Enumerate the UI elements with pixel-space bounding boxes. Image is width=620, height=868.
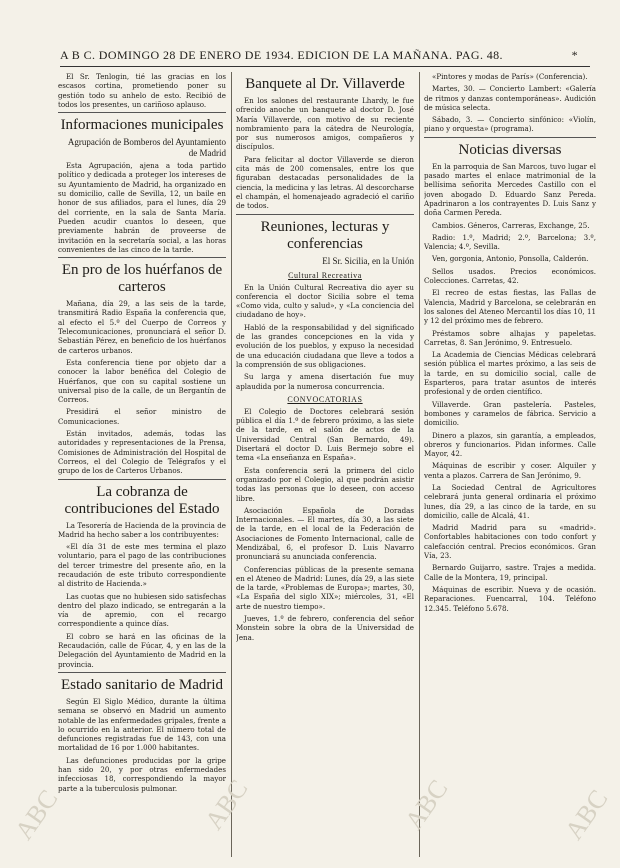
col3-paragraph: Cambios. Géneros, Carreras, Exchange, 25. — [432, 220, 590, 230]
section-rule — [58, 257, 226, 258]
col1-paragraph: Mañana, día 29, a las seis de la tarde, transmitirá Radio España la conferencia que, al efecto el 5.º del Cuerpo de Correos y Telecomunicaciones, pronunciará el señor D. Sebastián Pérez, en beneficio de los huérfanos de carteros urbanos. — [58, 299, 226, 355]
col2-paragraph: El Colegio de Doctores celebrará sesión pública el día 1.º de febrero próximo, a las siete de la tarde, en el salón de actos de la Universidad Central (San Bernardo, 49). Disertará el doctor D. Luis Bermejo sobre el tema «La enseñanza en España». — [236, 406, 414, 463]
section-label-cultural: Cultural Recreativa — [288, 270, 362, 280]
col1-paragraph: Las defunciones producidas por la gripe han sido 20, y por otras enfermedades infecciosas 18, correspondiendo la mayor parte a la tuberculosis pulmonar. — [58, 755, 226, 793]
headline-estado-sanitario: Estado sanitario de Madrid — [60, 676, 224, 693]
watermark: ABC — [9, 784, 64, 845]
section-rule — [236, 214, 414, 215]
col3-paragraph: Ven, gorgonia, Antonio, Ponsolla, Calderón. — [432, 254, 589, 264]
col2-paragraph: En los salones del restaurante Lhardy, le fue ofrecido anoche un banquete al doctor D. José María Villaverde, con motivo de su reciente nombramiento para la cátedra de Neurología, por sus numerosos amigos, compañeros y discípulos. — [236, 96, 414, 152]
section-rule — [58, 479, 226, 480]
col2-paragraph: En la Unión Cultural Recreativa dio ayer su conferencia el doctor Sicilia sobre el tema «Como vida, culto y salud», y «La conciencia del ciudadano de hoy». — [236, 282, 414, 320]
col3-paragraph: Radio: 1.º, Madrid; 2.º, Barcelona; 3.º, Valencia; 4.º, Sevilla. — [424, 232, 596, 252]
subheadline-sicilia: El Sr. Sicilia, en la Unión — [322, 255, 414, 266]
headline-banquete: Banquete al Dr. Villaverde — [245, 76, 405, 92]
col1-paragraph: Esta Agrupación, ajena a toda partido político y dedicada a proteger los intereses de su Ayuntamiento de Madrid, ha organizado en su domicilio, calle de Sevilla, 12, un baile en honor de sus afiliados, para el lunes, día 29 del corriente, en la sala de Santa María. Pueden acudir cuantos lo deseen, que previamente habrán de proveerse de invitación en la secretaría social, a las horas convenientes de las cinco de la tarde. — [58, 161, 226, 254]
col1-paragraph: «El día 31 de este mes termina el plazo voluntario, para el pago de las contribuciones del tercer trimestre del presente año, en la recaudación de este tributo correspondiente al distrito de Hacienda.» — [58, 542, 226, 589]
watermark: ABC — [559, 784, 614, 845]
headline-reuniones: Reuniones, lecturas y conferencias — [260, 218, 390, 252]
headline-huerfanos: En pro de los huérfanos de carteros — [61, 262, 223, 296]
col2-paragraph: Conferencias públicas de la presente semana en el Ateneo de Madrid: Lunes, día 29, a las siete de la tarde, «Problemas de Europa»; martes, 30, «La España del siglo XIX»; miércoles, 31, «El arte de nuestro tiempo». — [236, 564, 414, 611]
headline-noticias: Noticias diversas — [458, 141, 562, 158]
watermark: ABC — [199, 774, 254, 835]
col1-paragraph: Presidirá el señor ministro de Comunicaciones. — [58, 407, 226, 426]
page-header — [60, 48, 578, 66]
col2-paragraph: Habló de la responsabilidad y del significado de las grandes concepciones en la vida y evolución de los pueblos, y expuso la necesidad de una educación ciudadana que lleve a todos a la comprensión de sus obligaciones. — [236, 322, 414, 369]
headline-cobranza: La cobranza de contribuciones del Estado — [64, 483, 220, 517]
section-label-convocatorias: CONVOCATORIAS — [287, 394, 363, 404]
col3-paragraph: Sábado, 3. — Concierto sinfónico: «Violín, piano y orquesta» (programa). — [424, 115, 596, 134]
col3-paragraph: Máquinas de escribir y coser. Alquiler y venta a plazos. Carrera de San Jerónimo, 9. — [424, 461, 596, 480]
section-rule — [58, 672, 226, 673]
col2-paragraph: Para felicitar al doctor Villaverde se dieron cita más de 200 comensales, entre los que figuraban destacadas personalidades de la ciencia, la medicina y las letras. Al descorcharse el champán, el homenajeado agradeció el cariño de todos. — [236, 154, 414, 211]
col3-paragraph: Martes, 30. — Concierto Lambert: «Galería de ritmos y danzas contemporáneas». Audición de música selecta. — [424, 84, 596, 112]
watermark: ABC — [399, 774, 454, 835]
column-divider-2 — [419, 72, 420, 857]
col3-paragraph: En la parroquia de San Marcos, tuvo lugar el pasado martes el enlace matrimonial de la bellísima señorita Mercedes Castillo con el joven abogado D. Eduardo Sanz Pereda. Apadrinaron a los contrayentes D. Luis Sanz y doña Carmen Pereda. — [424, 161, 596, 218]
col3-paragraph: La Sociedad Central de Agricultores celebrará junta general ordinaria el próximo lunes, día 29, a las cinco de la tarde, en su domicilio, calle de Alcalá, 41. — [424, 482, 596, 520]
col3-paragraph: Dinero a plazos, sin garantía, a empleados, obreros y funcionarios. Pidan informes. Calle Mayor, 42. — [424, 430, 596, 459]
col1-paragraph: El cobro se hará en las oficinas de la Recaudación, calle de Fúcar, 4, y en las de la Delegación del Ayuntamiento de Madrid en la provincia. — [58, 631, 226, 669]
column-divider-1 — [231, 72, 232, 857]
col1-paragraph: Están invitados, además, todas las autoridades y representaciones de la Prensa, Comisiones de Administración del Hospital de Correos, el del Colegio de Telégrafos y el grupo de los de Carteros Urbanos. — [58, 429, 226, 476]
col2-paragraph: Asociación Española de Doradas Internacionales. — El martes, día 30, a las siete de la tarde, en el local de la Federación de Asociaciones de Fomento Internacional, calle de Mendizábal, 6, el profesor D. Luis Navarro pronunciará su anunciada conferencia. — [236, 505, 414, 562]
col2-paragraph: Esta conferencia será la primera del ciclo organizado por el Colegio, al que podrán asistir todas las personas que lo deseen, con acceso libre. — [236, 465, 414, 503]
col3-paragraph: Villaverde. Gran pastelería. Pasteles, bombones y caramelos de fábrica. Servicio a domicilio. — [424, 399, 596, 428]
header-star: * — [571, 48, 578, 62]
col3-paragraph: «Pintores y modas de París» (Conferencia). — [432, 72, 588, 81]
header-rule — [60, 66, 590, 67]
headline-informaciones: Informaciones municipales — [60, 117, 224, 134]
header-text: A B C. DOMINGO 28 DE ENERO DE 1934. EDICION DE LA MAÑANA. PAG. 48. — [60, 48, 503, 62]
col1-paragraph: Las cuotas que no hubiesen sido satisfechas dentro del plazo indicado, se entregarán a la vía de apremio, con el recargo correspondiente a quince días. — [58, 591, 226, 629]
column-2 — [236, 72, 414, 862]
section-rule — [424, 137, 596, 138]
col2-paragraph: Su larga y amena disertación fue muy aplaudida por la numerosa concurrencia. — [236, 372, 414, 391]
col2-paragraph: Jueves, 1.º de febrero, conferencia del señor Monstein sobre la obra de la Universidad de Jena. — [236, 614, 414, 642]
col3-paragraph: Bernardo Guijarro, sastre. Trajes a medida. Calle de la Montera, 19, principal. — [424, 563, 596, 582]
section-rule — [58, 112, 226, 113]
col1-paragraph: La Tesorería de Hacienda de la provincia de Madrid ha hecho saber a los contribuyentes: — [58, 520, 226, 539]
col3-paragraph: Sellos usados. Precios económicos. Colecciones. Carretas, 42. — [424, 266, 596, 286]
col3-paragraph: La Academia de Ciencias Médicas celebrará sesión pública el martes próximo, a las seis de la tarde, en su domicilio social, calle de Esparteros, para tratar asuntos de interés profesional y de orden científico. — [424, 350, 596, 397]
col3-paragraph: El recreo de estas fiestas, las Fallas de Valencia, Madrid y Barcelona, se celebrarán en los salones del Ateneo Mercantil los días 10, 11 y 12 del próximo mes de febrero. — [424, 288, 596, 326]
col1-paragraph: El Sr. Tenlogin, tié las gracias en los escasos cortina, prometiendo poner su gestión todo su anhelo de esto. Recibió de todos los presentes, un cariñoso aplauso. — [58, 72, 226, 109]
col1-paragraph: Esta conferencia tiene por objeto dar a conocer la labor benéfica del Colegio de Huérfanos, que con su capital sostiene un universal piso de la calle, de un Bergantín de Correos. — [58, 357, 226, 405]
subheadline-bomberos: Agrupación de Bomberos del Ayuntamiento de Madrid — [67, 137, 226, 159]
column-1 — [58, 72, 226, 862]
column-3 — [424, 72, 596, 862]
col3-paragraph: Máquinas de escribir. Nueva y de ocasión. Reparaciones. Fuencarral, 104. Teléfono 12.345. Teléfono 5.678. — [424, 584, 596, 613]
col1-paragraph: Según El Siglo Médico, durante la última semana se observó en Madrid un aumento notable de las enfermedades gripales, frente a lo ocurrido en la anterior. El número total de defunciones registradas fue de 143, con una mortalidad de 16 por 1.000 habitantes. — [58, 696, 226, 753]
col3-paragraph: Préstamos sobre alhajas y papeletas. Carretas, 8. San Jerónimo, 9. Entresuelo. — [424, 328, 596, 347]
col3-paragraph: Madrid Madrid para su «madrid». Confortables habitaciones con todo confort y calefacción central. Precios económicos. Gran Vía, 23. — [424, 523, 596, 561]
